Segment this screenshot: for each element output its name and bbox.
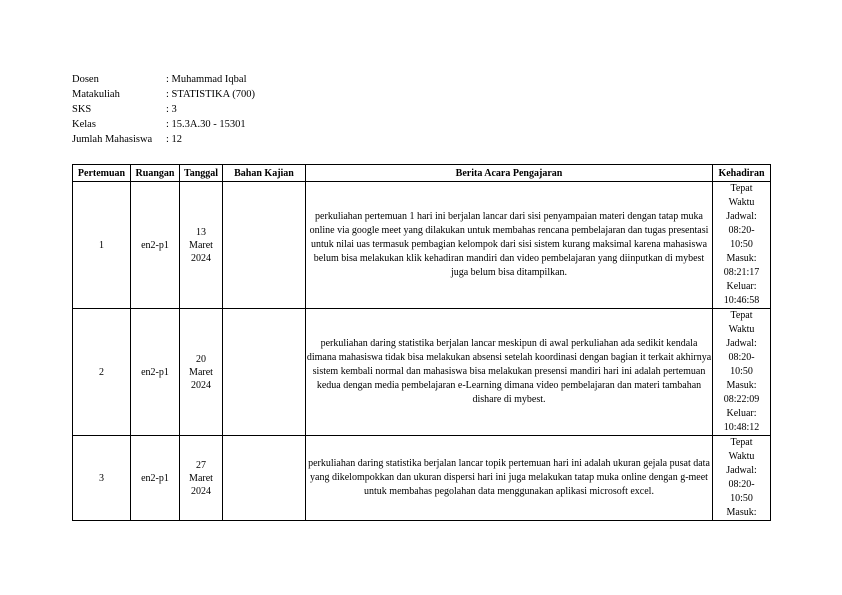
kehadiran-line: Waktu bbox=[728, 451, 755, 462]
cell-pertemuan: 1 bbox=[73, 182, 131, 309]
kehadiran-line: Masuk: bbox=[726, 380, 757, 391]
header-ruangan: Ruangan bbox=[131, 165, 180, 182]
cell-kehadiran bbox=[713, 436, 771, 521]
kehadiran-line: 08:20- bbox=[728, 352, 755, 363]
attendance-table bbox=[72, 164, 771, 521]
info-row-sks bbox=[72, 102, 255, 117]
kehadiran-line: 10:46:58 bbox=[723, 295, 760, 306]
header-bahan-kajian: Bahan Kajian bbox=[223, 165, 306, 182]
info-row-dosen bbox=[72, 72, 255, 87]
kehadiran-line: Keluar: bbox=[726, 408, 757, 419]
cell-bahan-kajian bbox=[223, 436, 306, 521]
kehadiran-line: Waktu bbox=[728, 324, 755, 335]
table-row bbox=[73, 182, 771, 309]
cell-bahan-kajian bbox=[223, 309, 306, 436]
date-day: 13 bbox=[196, 226, 206, 238]
header-tanggal: Tanggal bbox=[180, 165, 223, 182]
info-row-jumlah-mahasiswa bbox=[72, 132, 255, 147]
cell-ruangan: en2-p1 bbox=[131, 309, 180, 436]
info-value: : 3 bbox=[166, 104, 177, 115]
info-value: : STATISTIKA (700) bbox=[166, 89, 255, 100]
table-row bbox=[73, 309, 771, 436]
kehadiran-line: Jadwal: bbox=[726, 338, 757, 349]
kehadiran-line: Jadwal: bbox=[726, 211, 757, 222]
cell-bahan-kajian bbox=[223, 182, 306, 309]
date-month: Maret bbox=[189, 472, 213, 484]
cell-berita-acara: perkuliahan pertemuan 1 hari ini berjalan lancar dari sisi penyampaian materi dengan tatap muka online via google meet yang dilakukan untuk membahas rencana pembelajaran dan tugas presentasi untuk nilai uas termasuk pembagian kelompok dari sisi sistem kurang maksimal karena mahasiswa belum bisa melakukan klik kehadiran mandiri dan video pembelajaran yang diinputkan di mybest juga belum bisa ditampilkan. bbox=[306, 182, 713, 309]
kehadiran-line: Waktu bbox=[728, 197, 755, 208]
kehadiran-line: Tepat bbox=[730, 183, 753, 194]
kehadiran-line: Masuk: bbox=[726, 253, 757, 264]
cell-berita-acara: perkuliahan daring statistika berjalan lancar meskipun di awal perkuliahan ada sedikit kendala dimana mahasiswa tidak bisa melakukan absensi setelah koordinasi dengan bagian it terkait akhirnya sistem kembali normal dan mahasiswa bisa melakukan presensi mandiri hari ini adalah pertemuan kedua dengan media pembelajaran e-Learning dimana video pembelajaran dan materi tambahan dishare di mybest. bbox=[306, 309, 713, 436]
kehadiran-line: 10:50 bbox=[730, 239, 753, 250]
header-kehadiran: Kehadiran bbox=[713, 165, 771, 182]
header-berita-acara: Berita Acara Pengajaran bbox=[306, 165, 713, 182]
kehadiran-line: Jadwal: bbox=[726, 465, 757, 476]
info-label: Matakuliah bbox=[72, 89, 120, 100]
date-year: 2024 bbox=[191, 485, 211, 497]
table-row bbox=[73, 436, 771, 521]
kehadiran-line: 08:20- bbox=[728, 225, 755, 236]
info-label: SKS bbox=[72, 104, 92, 115]
info-label: Dosen bbox=[72, 74, 99, 85]
cell-tanggal bbox=[180, 182, 223, 309]
cell-berita-acara: perkuliahan daring statistika berjalan lancar topik pertemuan hari ini adalah ukuran gejala pusat data yang dikelompokkan dan ukuran dispersi hari ini juga melakukan tatap muka online dengan g-meet untuk membahas pegolahan data menggunakan aplikasi microsoft excel. bbox=[306, 436, 713, 521]
kehadiran-line: 10:50 bbox=[730, 366, 753, 377]
info-value: : 15.3A.30 - 15301 bbox=[166, 119, 246, 130]
cell-tanggal bbox=[180, 436, 223, 521]
cell-tanggal bbox=[180, 309, 223, 436]
date-month: Maret bbox=[189, 239, 213, 251]
date-day: 27 bbox=[196, 459, 206, 471]
header-pertemuan: Pertemuan bbox=[73, 165, 131, 182]
kehadiran-line: 10:48:12 bbox=[723, 422, 760, 433]
cell-ruangan: en2-p1 bbox=[131, 436, 180, 521]
date-year: 2024 bbox=[191, 379, 211, 391]
cell-ruangan: en2-p1 bbox=[131, 182, 180, 309]
kehadiran-line: 10:50 bbox=[730, 493, 753, 504]
kehadiran-line: 08:22:09 bbox=[723, 394, 760, 405]
info-value: : Muhammad Iqbal bbox=[166, 74, 247, 85]
kehadiran-line: Masuk: bbox=[726, 507, 757, 518]
info-value: : 12 bbox=[166, 134, 183, 145]
kehadiran-line: 08:20- bbox=[728, 479, 755, 490]
kehadiran-line: Keluar: bbox=[726, 281, 757, 292]
cell-pertemuan: 3 bbox=[73, 436, 131, 521]
cell-kehadiran bbox=[713, 309, 771, 436]
course-info bbox=[72, 72, 255, 147]
info-row-matakuliah bbox=[72, 87, 255, 102]
date-month: Maret bbox=[189, 366, 213, 378]
kehadiran-line: 08:21:17 bbox=[723, 267, 760, 278]
info-label: Kelas bbox=[72, 119, 96, 130]
cell-kehadiran bbox=[713, 182, 771, 309]
info-label: Jumlah Mahasiswa bbox=[72, 134, 153, 145]
kehadiran-line: Tepat bbox=[730, 310, 753, 321]
info-row-kelas bbox=[72, 117, 255, 132]
table-header-row bbox=[73, 165, 771, 182]
kehadiran-line: Tepat bbox=[730, 437, 753, 448]
cell-pertemuan: 2 bbox=[73, 309, 131, 436]
date-year: 2024 bbox=[191, 252, 211, 264]
date-day: 20 bbox=[196, 353, 206, 365]
